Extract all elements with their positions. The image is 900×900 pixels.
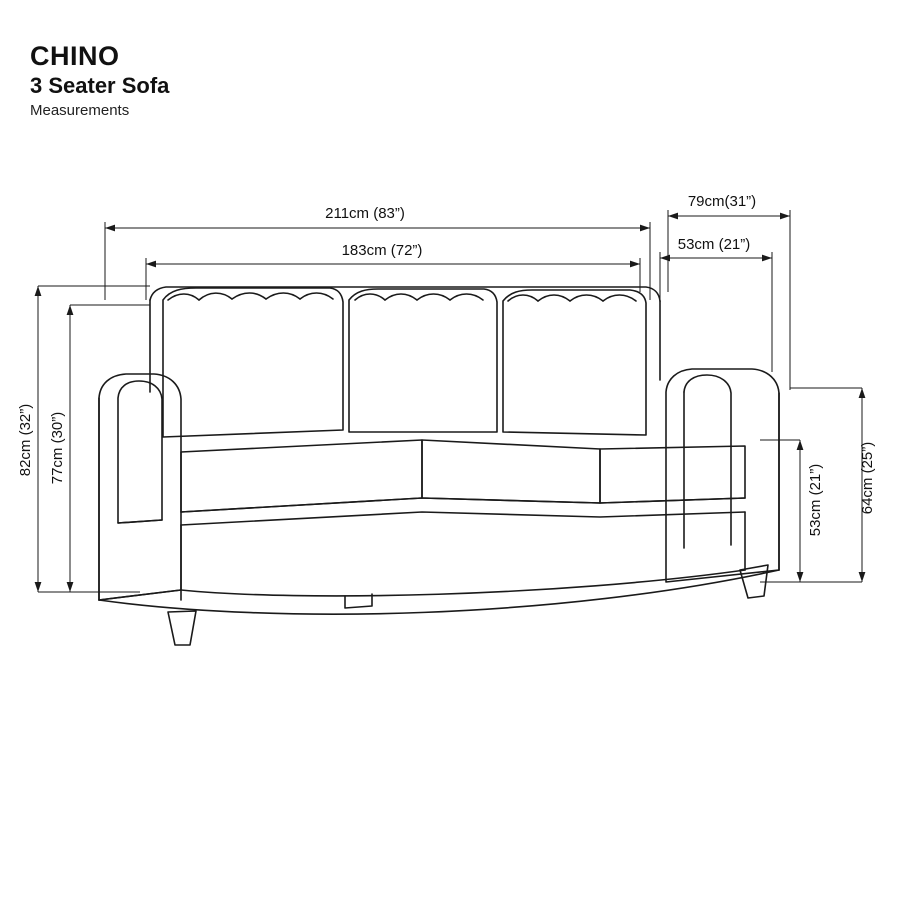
page-subtitle: 3 Seater Sofa (30, 73, 170, 99)
dimension-label-overall-depth: 79cm(31”) (687, 193, 757, 210)
dimension-label-overall-width: 211cm (83”) (325, 205, 405, 222)
dimension-label-seat-height: 53cm (21”) (807, 463, 824, 537)
sofa-outline (99, 287, 779, 645)
dimension-label-seat-width: 183cm (72”) (341, 242, 423, 259)
dimension-label-back-height: 77cm (30”) (49, 411, 66, 485)
dimension-label-overall-height: 82cm (32”) (17, 403, 34, 477)
dimension-label-arm-height: 64cm (25”) (859, 441, 876, 515)
page-title: CHINO (30, 41, 120, 71)
dimension-label-seat-depth: 53cm (21”) (677, 236, 751, 253)
page-note: Measurements (30, 102, 130, 120)
